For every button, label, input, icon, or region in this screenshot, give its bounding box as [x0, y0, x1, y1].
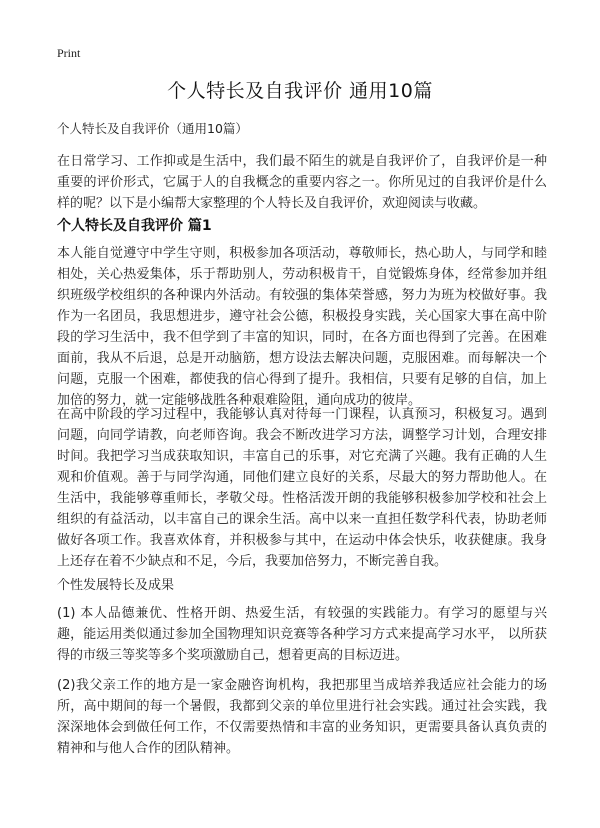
intro-paragraph: 在日常学习、工作抑或是生活中，我们最不陌生的就是自我评价了，自我评价是一种重要的评价形式，它属于人的自我概念的重要内容之一。你所见过的自我评价是什么样的呢？以下是小编帮大家整理的个人特长及自我评价，欢迎阅读与收藏。 [57, 154, 547, 211]
section1-paragraph-1: 本人能自觉遵守中学生守则，积极参加各项活动，尊敬师长，热心助人，与同学和睦相处，关心热爱集体，乐于帮助别人，劳动积极肯干，自觉锻炼身体，经常参加并组织班级学校组织的各种课内外活动。有较强的集体荣誉感，努力为班为校做好事。我作为一名团员，我思想进步，遵守社会公德，积极投身实践，关心国家大事在高中阶段的学习生活中，我不但学到了丰富的知识，同时，在各方面也得到了完善。在困难面前，我从不后退，总是开动脑筋，想方设法去解决问题，克服困难。而每解决一个问题，克服一个困难，都使我的信心得到了提升。我相信，只要有足够的自信，加上加倍的努力，就一定能够战胜各种艰难险阻，通向成功的彼岸。 [57, 246, 547, 408]
section1-paragraph-2: 在高中阶段的学习过程中，我能够认真对待每一门课程，认真预习，积极复习。遇到问题，向同学请教，向老师咨询。我会不断改进学习方法，调整学习计划，合理安排时间。我把学习当成获取知识，丰富自己的乐事，对它充满了兴趣。我有正确的人生观和价值观。善于与同学沟通，同他们建立良好的关系，尽最大的努力帮助他人。在生活中，我能够尊重师长，孝敬父母。性格活泼开朗的我能够积极参加学校和社会上组织的有益活动，以丰富自己的课余生活。高中以来一直担任数学科代表，协助老师做好各项工作。我喜欢体育，并积极参与其中，在运动中体会快乐，收获健康。我身上还存在着不少缺点和不足，今后，我要加倍努力，不断完善自我。 [57, 407, 547, 569]
page-title: 个人特长及自我评价 通用10篇 [167, 80, 433, 102]
print-label: Print [57, 46, 81, 60]
section2-paragraph-1: (1) 本人品德兼优、性格开朗、热爱生活，有较强的实践能力。有学习的愿望与兴趣，能运用类似通过参加全国物理知识竞赛等各种学习方式来提高学习水平， 以所获得的市级三等奖等多个奖项激励自己，想着更高的目标迈进。 [57, 606, 547, 663]
section2-paragraph-2: (2)我父亲工作的地方是一家金融咨询机构，我把那里当成培养我适应社会能力的场所，高中期间的每一个暑假，我都到父亲的单位里进行社会实践。通过社会实践，我深深地体会到做任何工作，不仅需要热情和丰富的业务知识，更需要具备认真负责的精神和与他人合作的团队精神。 [57, 678, 547, 756]
section1-heading: 个人特长及自我评价 篇1 [57, 218, 212, 234]
document-subtitle: 个人特长及自我评价（通用10篇） [57, 121, 248, 136]
section2-label: 个性发展特长及成果 [57, 578, 175, 593]
